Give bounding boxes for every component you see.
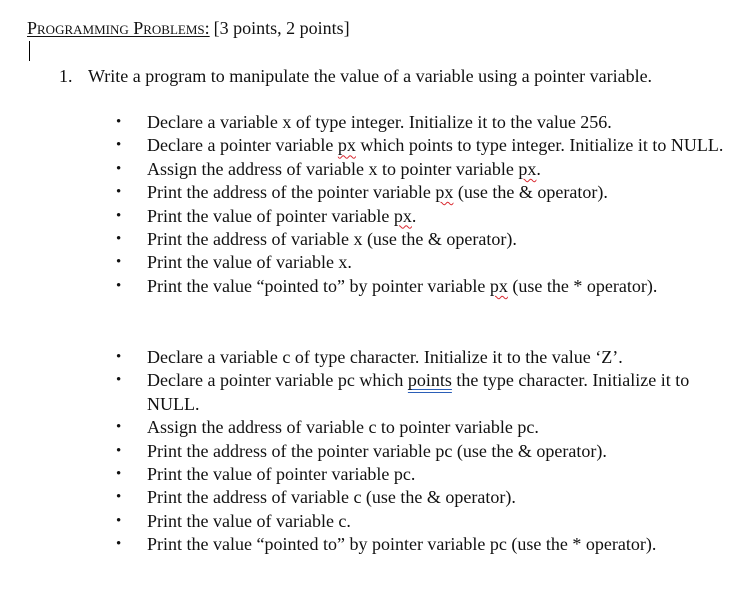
list-item: • Print the value of variable c. [0,510,727,533]
list-item: • Print the value of pointer variable pc. [0,463,727,486]
list-item: • Declare a variable x of type integer. Initialize it to the value 256. [0,111,727,134]
spelling-flag[interactable]: px [489,275,508,296]
list-item: • Print the address of the pointer variable px (use the & operator). [0,181,727,204]
question-1 [59,64,652,88]
spelling-flag[interactable]: px [518,158,537,179]
list-item: • Print the value of variable x. [0,251,727,274]
list-item: • Print the value “pointed to” by pointer variable px (use the * operator). [0,275,727,298]
list-item: • Print the address of the pointer variable pc (use the & operator). [0,440,727,463]
list-item: • Assign the address of variable c to pointer variable pc. [0,416,727,439]
list-item: • Print the value “pointed to” by pointer variable pc (use the * operator). [0,533,727,556]
question-text: Write a program to manipulate the value of a variable using a pointer variable. [88,66,653,86]
spelling-flag[interactable]: px [393,205,412,226]
list-item: • Declare a variable c of type character. Initialize it to the value ‘Z’. [0,346,727,369]
list-item: • Declare a pointer variable px which points to type integer. Initialize it to NULL. [0,134,727,157]
grammar-flag[interactable]: points [407,370,452,391]
question-number: 1. [59,66,73,86]
spelling-flag[interactable]: px [337,135,356,156]
spelling-flag[interactable]: px [435,182,454,203]
list-item: • Declare a pointer variable pc which points the type character. Initialize it to NULL. [0,369,727,416]
section-heading [27,16,350,40]
heading-points: [3 points, 2 points] [213,18,350,38]
heading-title: Programming Problems: [27,18,210,38]
text-cursor [29,41,30,61]
list-item: • Print the value of pointer variable px. [0,205,727,228]
list-item: • Assign the address of variable x to pointer variable px. [0,158,727,181]
list-item: • Print the address of variable c (use the & operator). [0,486,727,509]
pointer-int-steps [0,111,727,298]
list-item: • Print the address of variable x (use the & operator). [0,228,727,251]
pointer-char-steps [0,346,727,557]
